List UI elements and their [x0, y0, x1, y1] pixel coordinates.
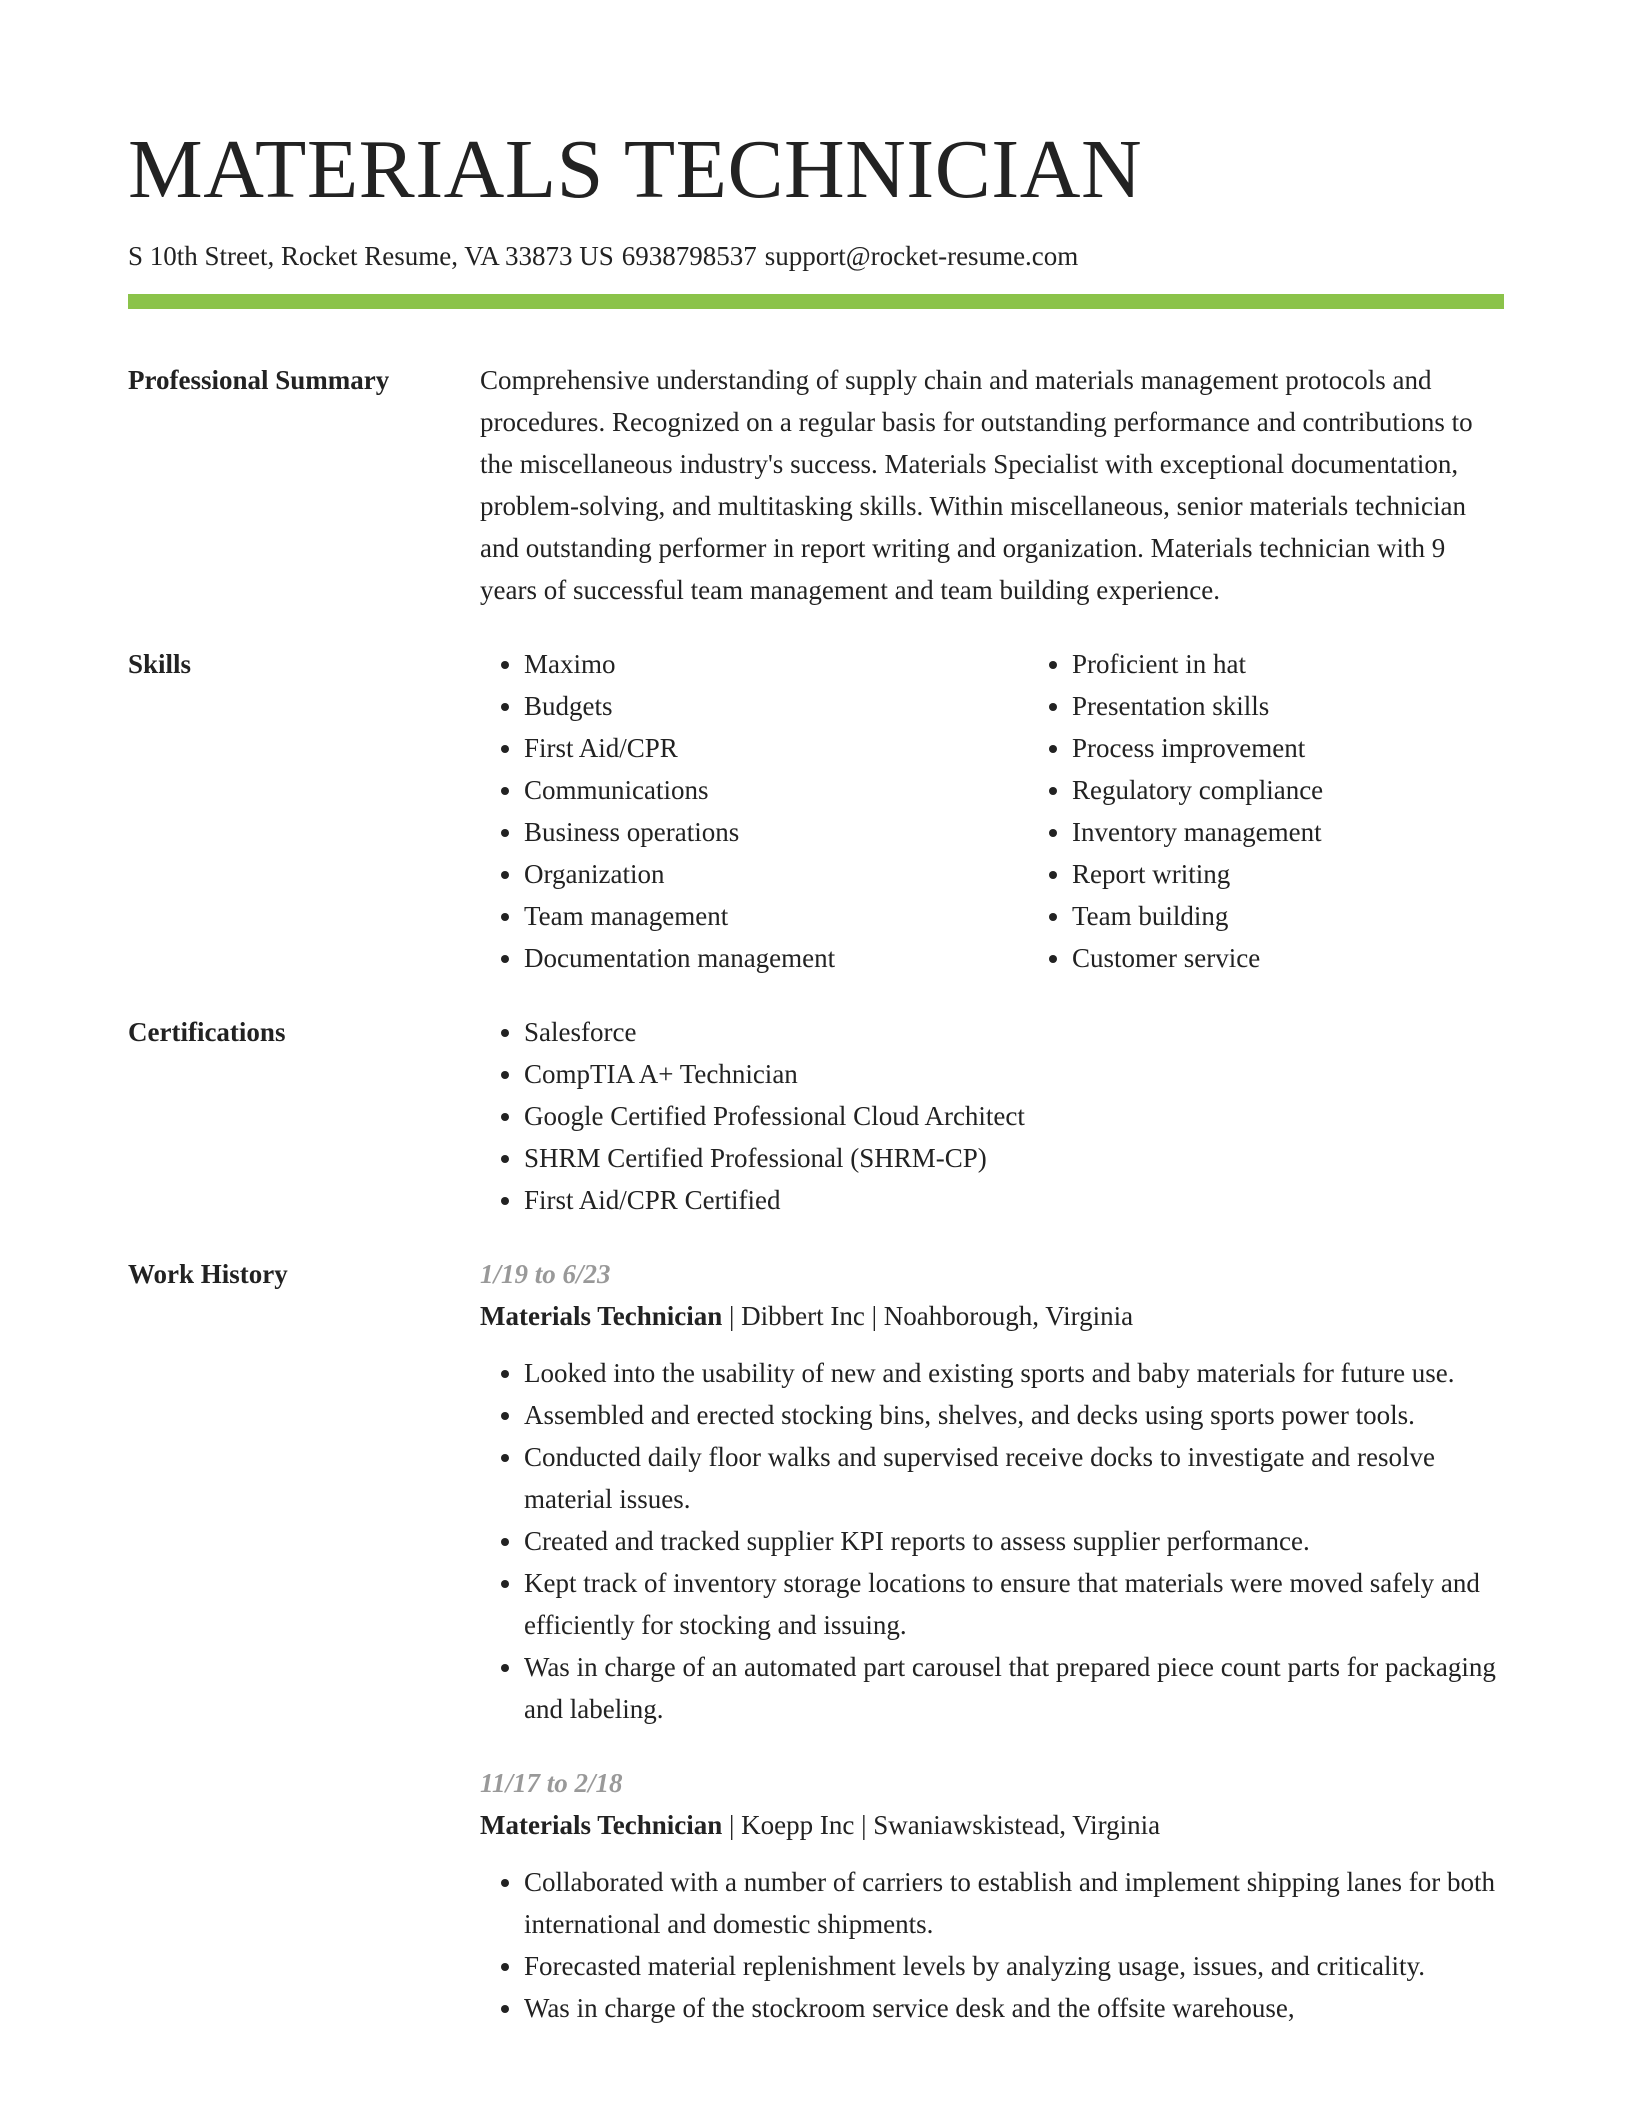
job-bullets [480, 1352, 1504, 1730]
skill-item: • Business operations [524, 811, 1028, 853]
job-bullet: • Created and tracked supplier KPI reports to assess supplier performance. [524, 1520, 1504, 1562]
skills-column-right [1028, 643, 1576, 979]
skill-item: • Presentation skills [1072, 685, 1576, 727]
section-heading-skills: Skills [128, 649, 192, 679]
job-location: Swaniawskistead, Virginia [873, 1810, 1161, 1840]
summary-section [128, 359, 1504, 611]
skill-item: • Team building [1072, 895, 1576, 937]
job-bullet: • Collaborated with a number of carriers to establish and implement shipping lanes for both international and domestic shipments. [524, 1861, 1504, 1945]
work-history-body [480, 1253, 1504, 2029]
certification-item: • First Aid/CPR Certified [524, 1179, 1504, 1221]
skill-item: • Customer service [1072, 937, 1576, 979]
skill-item: • Budgets [524, 685, 1028, 727]
certification-item: • Google Certified Professional Cloud Architect [524, 1095, 1504, 1137]
certifications-list [480, 1011, 1504, 1221]
contact-address: S 10th Street, Rocket Resume, VA 33873 US [128, 241, 614, 271]
resume-header [128, 0, 1504, 309]
certification-item: • CompTIA A+ Technician [524, 1053, 1504, 1095]
skills-body [480, 643, 1576, 979]
skills-column-left [480, 643, 1028, 979]
job-entry [480, 1762, 1504, 2029]
job-location: Noahborough, Virginia [883, 1301, 1134, 1331]
skills-section [128, 643, 1504, 979]
summary-text: Comprehensive understanding of supply chain and materials management protocols and procedures. Recognized on a regular basis for outstanding performance and contributions to the miscellaneous industry's success. Materials Specialist with exceptional documentation, problem-solving, and multitasking skills. Within miscellaneous, senior materials technician and outstanding performer in report writing and organization. Materials technician with 9 years of successful team management and team building experience. [480, 365, 1473, 605]
job-company: Dibbert Inc [741, 1301, 865, 1331]
job-title: Materials Technician [480, 1810, 723, 1840]
certification-item: • Salesforce [524, 1011, 1504, 1053]
certifications-body [480, 1011, 1504, 1221]
certifications-section [128, 1011, 1504, 1221]
job-dates: 11/17 to 2/18 [480, 1768, 623, 1798]
job-bullet: • Was in charge of the stockroom service desk and the offsite warehouse, [524, 1987, 1504, 2029]
job-heading: Materials Technician | Dibbert Inc | Noahborough, Virginia [480, 1301, 1134, 1331]
section-heading-work-history: Work History [128, 1259, 288, 1289]
skill-item: • Process improvement [1072, 727, 1576, 769]
job-company: Koepp Inc [741, 1810, 855, 1840]
skill-item: • Inventory management [1072, 811, 1576, 853]
skill-item: • Maximo [524, 643, 1028, 685]
job-entry [480, 1253, 1504, 1730]
skill-item: • Regulatory compliance [1072, 769, 1576, 811]
job-bullet: • Was in charge of an automated part carousel that prepared piece count parts for packaging and labeling. [524, 1646, 1504, 1730]
skill-item: • Communications [524, 769, 1028, 811]
job-bullet: • Conducted daily floor walks and supervised receive docks to investigate and resolve material issues. [524, 1436, 1504, 1520]
skill-item: • Proficient in hat [1072, 643, 1576, 685]
contact-email: support@rocket-resume.com [764, 241, 1079, 271]
job-bullet: • Looked into the usability of new and existing sports and baby materials for future use. [524, 1352, 1504, 1394]
work-history-section [128, 1253, 1504, 2029]
job-bullet: • Forecasted material replenishment levels by analyzing usage, issues, and criticality. [524, 1945, 1504, 1987]
job-dates: 1/19 to 6/23 [480, 1259, 611, 1289]
skills-grid [480, 643, 1576, 979]
skill-item: • Report writing [1072, 853, 1576, 895]
skill-item: • Organization [524, 853, 1028, 895]
job-title: Materials Technician [480, 1301, 723, 1331]
accent-divider [128, 294, 1504, 309]
resume-title: MATERIALS TECHNICIAN [128, 123, 1143, 216]
job-bullets [480, 1861, 1504, 2029]
job-bullet: • Assembled and erected stocking bins, shelves, and decks using sports power tools. [524, 1394, 1504, 1436]
job-bullet: • Kept track of inventory storage locations to ensure that materials were moved safely and efficiently for stocking and issuing. [524, 1562, 1504, 1646]
job-heading: Materials Technician | Koepp Inc | Swaniawskistead, Virginia [480, 1810, 1161, 1840]
section-heading-certifications: Certifications [128, 1017, 286, 1047]
contact-phone: 6938798537 [621, 241, 757, 271]
skill-item: • First Aid/CPR [524, 727, 1028, 769]
summary-body [480, 359, 1504, 611]
resume-page [128, 0, 1504, 2029]
skill-item: • Team management [524, 895, 1028, 937]
contact-line [128, 238, 1504, 274]
section-heading-summary: Professional Summary [128, 365, 390, 395]
skill-item: • Documentation management [524, 937, 1028, 979]
certification-item: • SHRM Certified Professional (SHRM-CP) [524, 1137, 1504, 1179]
